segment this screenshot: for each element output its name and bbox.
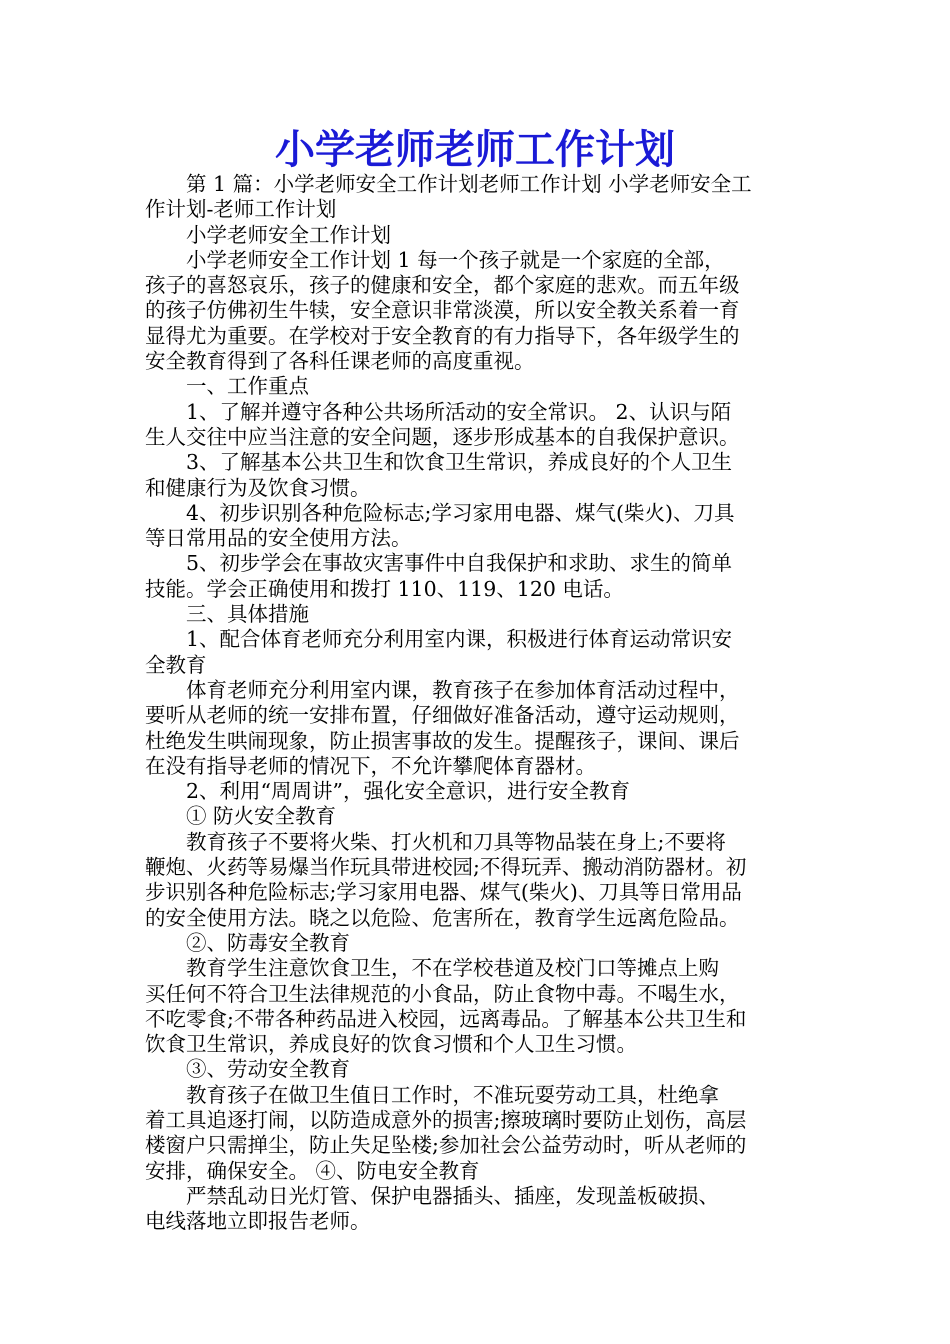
document-title: 小学老师老师工作计划	[275, 126, 675, 173]
text-line: 三、具体措施	[186, 602, 309, 627]
text-line: ③、劳动安全教育	[186, 1057, 350, 1082]
text-line: 3、了解基本公共卫生和饮食卫生常识，养成良好的个人卫生	[186, 450, 733, 475]
text-line: 饮食卫生常识，养成良好的饮食习惯和个人卫生习惯。	[145, 1032, 637, 1057]
text-line: 2、利用“周周讲”，强化安全意识，进行安全教育	[186, 779, 631, 804]
text-line: 1、了解并遵守各种公共场所活动的安全常识。 2、认识与陌	[186, 399, 732, 424]
text-line: 着工具追逐打闹，以防造成意外的损害;擦玻璃时要防止划伤，高层	[145, 1107, 747, 1132]
text-line: 和健康行为及饮食习惯。	[145, 475, 371, 500]
text-line: 体育老师充分利用室内课，教育孩子在参加体育活动过程中，	[186, 677, 740, 702]
text-line: 严禁乱动日光灯管、保护电器插头、插座，发现盖板破损、	[186, 1183, 719, 1208]
text-line: 全教育	[145, 652, 207, 677]
text-line: 不吃零食;不带各种药品进入校园，远离毒品。了解基本公共卫生和	[145, 1006, 747, 1031]
text-line: 买任何不符合卫生法律规范的小食品，防止食物中毒。不喝生水，	[145, 981, 740, 1006]
text-line: 在没有指导老师的情况下，不允许攀爬体育器材。	[145, 753, 596, 778]
text-line: 电线落地立即报告老师。	[145, 1209, 371, 1234]
text-line: 显得尤为重要。在学校对于安全教育的有力指导下，各年级学生的	[145, 323, 740, 348]
text-line: 生人交往中应当注意的安全问题，逐步形成基本的自我保护意识。	[145, 424, 740, 449]
text-line: 5、初步学会在事故灾害事件中自我保护和求助、求生的简单	[186, 551, 733, 576]
text-line: 小学老师安全工作计划	[186, 222, 391, 247]
text-line: 技能。学会正确使用和拨打 110、119、120 电话。	[145, 576, 624, 601]
text-line: 楼窗户只需掸尘，防止失足坠楼;参加社会公益劳动时，听从老师的	[145, 1133, 747, 1158]
text-line: 一、工作重点	[186, 374, 309, 399]
text-line: 步识别各种危险标志;学习家用电器、煤气(柴火)、刀具等日常用品	[145, 880, 742, 905]
text-line: 教育学生注意饮食卫生，不在学校巷道及校门口等摊点上购	[186, 956, 719, 981]
text-line: 安全教育得到了各科任课老师的高度重视。	[145, 349, 535, 374]
text-line: 作计划-老师工作计划	[145, 197, 337, 222]
text-line: 安排，确保安全。 ④、防电安全教育	[145, 1158, 480, 1183]
text-line: 教育孩子不要将火柴、打火机和刀具等物品装在身上;不要将	[186, 829, 726, 854]
text-line: 要听从老师的统一安排布置，仔细做好准备活动，遵守运动规则，	[145, 703, 740, 728]
text-line: 小学老师安全工作计划 1 每一个孩子就是一个家庭的全部，	[186, 247, 725, 272]
text-line: 孩子的喜怒哀乐，孩子的健康和安全，都个家庭的悲欢。而五年级	[145, 273, 740, 298]
text-line: 的安全使用方法。晓之以危险、危害所在，教育学生远离危险品。	[145, 905, 740, 930]
text-line: 1、配合体育老师充分利用室内课，积极进行体育运动常识安	[186, 627, 733, 652]
document-body	[145, 172, 815, 1234]
text-line: ① 防火安全教育	[186, 804, 337, 829]
text-line: 教育孩子在做卫生值日工作时，不准玩耍劳动工具，杜绝拿	[186, 1082, 719, 1107]
text-line: ②、防毒安全教育	[186, 930, 350, 955]
text-line: 杜绝发生哄闹现象，防止损害事故的发生。提醒孩子，课间、课后	[145, 728, 740, 753]
text-line: 第 1 篇：小学老师安全工作计划老师工作计划 小学老师安全工	[186, 172, 752, 196]
text-line: 4、初步识别各种危险标志;学习家用电器、煤气(柴火)、刀具	[186, 500, 735, 525]
text-line: 鞭炮、火药等易爆当作玩具带进校园;不得玩弄、搬动消防器材。初	[145, 855, 747, 880]
text-line: 等日常用品的安全使用方法。	[145, 526, 412, 551]
text-line: 的孩子仿佛初生牛犊，安全意识非常淡漠，所以安全教关系着一育	[145, 298, 740, 323]
